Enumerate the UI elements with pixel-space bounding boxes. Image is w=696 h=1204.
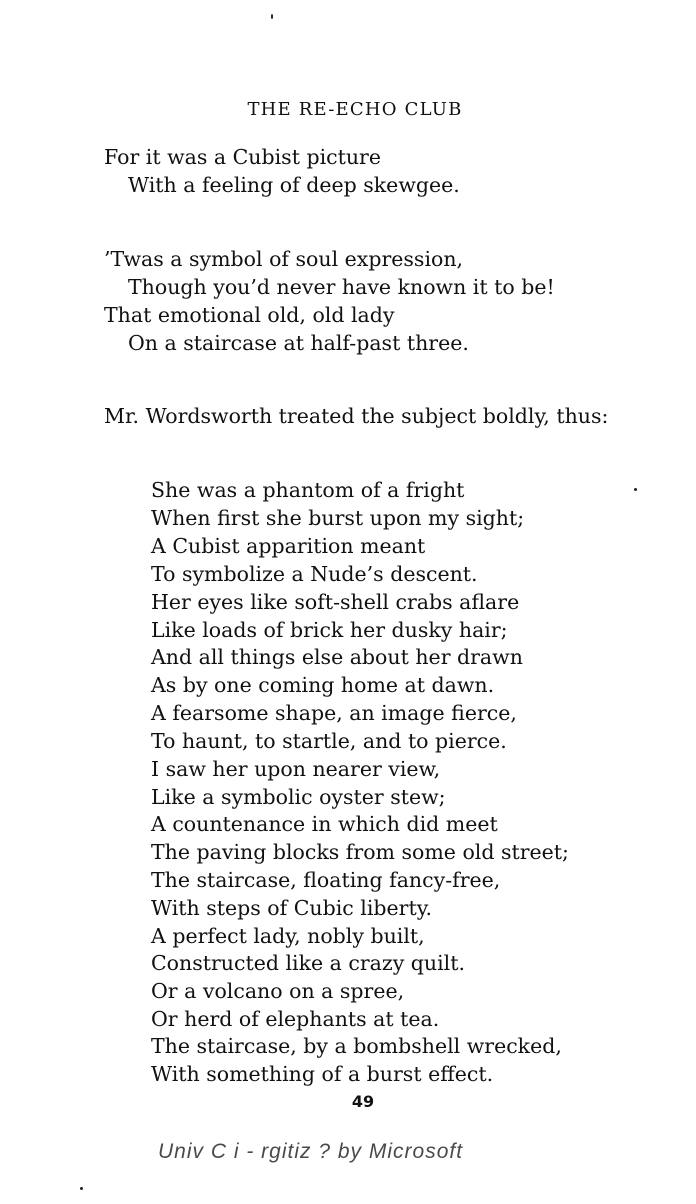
poem-line: I saw her upon nearer view, [151, 757, 441, 781]
poem-line: A countenance in which did meet [151, 812, 498, 836]
poem-line: The staircase, floating fancy-free, [151, 868, 501, 892]
poem-line: A Cubist apparition meant [151, 534, 426, 558]
poem-line: With steps of Cubic liberty. [151, 896, 433, 920]
poem-line: Like loads of brick her dusky hair; [151, 618, 508, 642]
running-header: THE RE-ECHO CLUB [247, 99, 463, 120]
poem-line: She was a phantom of a fright [151, 478, 465, 502]
poem-line: To symbolize a Nude’s descent. [151, 562, 478, 586]
poem-line: Or herd of elephants at tea. [151, 1007, 440, 1031]
poem-line: The paving blocks from some old street; [151, 840, 569, 864]
poem-line: Or a volcano on a spree, [151, 979, 405, 1003]
poem-line: Her eyes like soft-shell crabs aflare [151, 590, 520, 614]
poem-line: And all things else about her drawn [151, 645, 523, 669]
verse-line: On a staircase at half-past three. [128, 331, 469, 355]
ink-speck [634, 488, 637, 491]
verse-line: With a feeling of deep skewgee. [128, 173, 460, 197]
verse-line: For it was a Cubist picture [104, 145, 381, 169]
verse-line: Though you’d never have known it to be! [128, 275, 555, 299]
page-number: 49 [351, 1092, 375, 1111]
ink-speck [271, 14, 273, 19]
poem-line: A perfect lady, nobly built, [151, 924, 425, 948]
poem-line: With something of a burst effect. [151, 1062, 494, 1086]
poem-line: A fearsome shape, an image fierce, [151, 701, 517, 725]
poem-line: As by one coming home at dawn. [151, 673, 495, 697]
poem-line: Constructed like a crazy quilt. [151, 951, 465, 975]
poem-line: To haunt, to startle, and to pierce. [151, 729, 507, 753]
intro-line: Mr. Wordsworth treated the subject boldly, thus: [104, 404, 609, 428]
digitization-watermark: Univ C i - rgitiz ? by Microsoft [158, 1140, 464, 1163]
poem-line: Like a symbolic oyster stew; [151, 785, 446, 809]
ink-speck [80, 1187, 83, 1190]
verse-line: That emotional old, old lady [104, 303, 395, 327]
poem-line: The staircase, by a bombshell wrecked, [151, 1034, 562, 1058]
verse-line: ’Twas a symbol of soul expression, [104, 247, 464, 271]
poem-line: When first she burst upon my sight; [151, 506, 525, 530]
